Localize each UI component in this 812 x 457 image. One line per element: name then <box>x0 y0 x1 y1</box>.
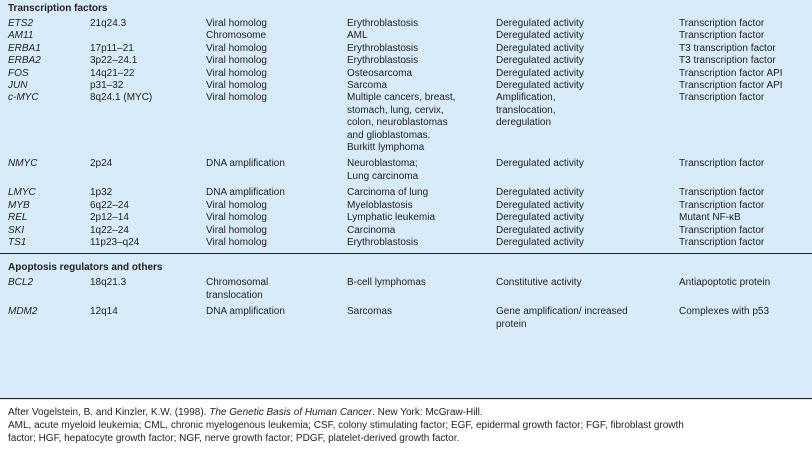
protein-function: Transcription factor <box>679 224 765 236</box>
chromosome-locus: 12q14 <box>90 306 118 318</box>
activation-mode: Viral homolog <box>206 199 267 211</box>
section-title-transcription-factors: Transcription factors <box>8 3 108 14</box>
protein-function: Transcription factor <box>679 158 765 170</box>
table-row <box>0 80 812 92</box>
chromosome-locus: 6q22–24 <box>90 199 129 211</box>
mechanism: Deregulated activity <box>496 55 584 67</box>
abbreviations-line-1: AML, acute myeloid leukemia; CML, chronic myelogenous leukemia; CSF, colony stimulating factor; EGF, epidermal growth factor; FGF, fibroblast growth <box>8 420 684 431</box>
chromosome-locus: 2p12–14 <box>90 212 129 224</box>
table-row <box>0 200 812 212</box>
activation-mode: Viral homolog <box>206 224 267 236</box>
tumor-type: Lymphatic leukemia <box>347 212 436 224</box>
chromosome-locus: 2p24 <box>90 158 113 170</box>
table-row <box>0 55 812 67</box>
table-row <box>0 68 812 80</box>
source-citation: After Vogelstein, B. and Kinzler, K.W. (1998). The Genetic Basis of Human Cancer. New York: McGraw-Hill. <box>8 407 483 418</box>
gene-symbol: MDM2 <box>8 306 38 318</box>
chromosome-locus <box>90 30 206 42</box>
chromosome-locus: p31–32 <box>90 80 124 92</box>
table-bottom-rule <box>0 398 812 399</box>
protein-function: Transcription factor API <box>679 67 783 79</box>
chromosome-locus: 18q21.3 <box>90 277 127 289</box>
tumor-type: Sarcomas <box>347 306 393 318</box>
tumor-type: Carcinoma of lung <box>347 187 429 199</box>
tumor-type: Osteosarcoma <box>347 67 413 79</box>
activation-mode: Chromosomal translocation <box>206 277 269 301</box>
gene-symbol: LMYC <box>8 187 36 199</box>
activation-mode: Viral homolog <box>206 67 267 79</box>
section-title-apoptosis-regulators: Apoptosis regulators and others <box>8 262 163 274</box>
protein-function: Transcription factor <box>679 92 765 104</box>
tumor-type: Neuroblastoma; Lung carcinoma <box>347 158 419 182</box>
protein-function: Transcription factor <box>679 236 765 248</box>
table-row <box>0 306 812 331</box>
protein-function: Mutant NF-κB <box>679 212 741 224</box>
chromosome-locus: 1p32 <box>90 187 113 199</box>
table-row <box>0 237 812 249</box>
activation-mode: Viral homolog <box>206 80 267 92</box>
tumor-type: Erythroblastosis <box>347 18 419 29</box>
tumor-type: Carcinoma <box>347 224 396 236</box>
tumor-type: Erythroblastosis <box>347 236 419 248</box>
tumor-type: Myeloblastosis <box>347 199 413 211</box>
table-row <box>0 225 812 237</box>
gene-symbol: c-MYC <box>8 92 39 104</box>
activation-mode: Viral homolog <box>206 42 267 54</box>
mechanism: Deregulated activity <box>496 236 584 248</box>
mechanism: Deregulated activity <box>496 80 584 92</box>
tumor-type: Erythroblastosis <box>347 55 419 67</box>
table-row <box>0 187 812 199</box>
gene-symbol: MYB <box>8 199 30 211</box>
abbreviations-line-2: factor; HGF, hepatocyte growth factor; NGF, nerve growth factor; PDGF, platelet-derived growth factor. <box>8 433 460 444</box>
table-row <box>0 158 812 183</box>
tumor-type: Sarcoma <box>347 80 388 92</box>
tumor-type: B-cell lymphomas <box>347 277 426 289</box>
protein-function: Transcription factor <box>679 30 765 42</box>
chromosome-locus: 14q21–22 <box>90 67 135 79</box>
mechanism: Deregulated activity <box>496 18 584 29</box>
mechanism: Deregulated activity <box>496 224 584 236</box>
table-row <box>0 92 812 154</box>
activation-mode: Viral homolog <box>206 212 267 224</box>
mechanism: Deregulated activity <box>496 42 584 54</box>
activation-mode: DNA amplification <box>206 187 285 199</box>
gene-symbol: JUN <box>8 80 28 92</box>
chromosome-locus: 11p23–q24 <box>90 236 140 248</box>
gene-symbol: FOS <box>8 67 29 79</box>
gene-symbol: AM11 <box>8 30 34 42</box>
mechanism: Constitutive activity <box>496 277 582 289</box>
gene-symbol: ETS2 <box>8 18 34 29</box>
gene-symbol: BCL2 <box>8 277 34 289</box>
gene-symbol: REL <box>8 212 28 224</box>
protein-function: Transcription factor <box>679 199 765 211</box>
gene-symbol: ERBA2 <box>8 55 41 67</box>
mechanism: Deregulated activity <box>496 158 584 170</box>
chromosome-locus: 21q24.3 <box>90 18 127 29</box>
mechanism: Gene amplification/ increased protein <box>496 306 628 330</box>
table-row <box>0 30 812 42</box>
table-row <box>0 43 812 55</box>
mechanism: Amplification, translocation, deregulation <box>496 92 556 129</box>
activation-mode: DNA amplification <box>206 158 285 170</box>
protein-function: T3 transcription factor <box>679 42 776 54</box>
gene-symbol: ERBA1 <box>8 42 41 54</box>
table-row <box>0 18 812 30</box>
activation-mode: Viral homolog <box>206 55 267 67</box>
table-row <box>0 277 812 302</box>
activation-mode: Viral homolog <box>206 236 267 248</box>
mechanism: Deregulated activity <box>496 30 584 42</box>
protein-function: Complexes with p53 <box>679 306 770 318</box>
chromosome-locus: 8q24.1 (MYC) <box>90 92 153 104</box>
activation-mode: Viral homolog <box>206 18 267 29</box>
source-book-title: The Genetic Basis of Human Cancer <box>209 407 373 418</box>
protein-function: Transcription factor <box>679 187 765 199</box>
activation-mode: DNA amplification <box>206 306 285 318</box>
activation-mode: Viral homolog <box>206 92 267 104</box>
protein-function: Antiapoptotic protein <box>679 277 771 289</box>
mechanism: Deregulated activity <box>496 187 584 199</box>
gene-symbol: NMYC <box>8 158 38 170</box>
chromosome-locus: 3p22–24.1 <box>90 55 138 67</box>
chromosome-locus: 17p11–21 <box>90 42 134 54</box>
activation-mode: Chromosome <box>206 30 267 42</box>
mechanism: Deregulated activity <box>496 199 584 211</box>
gene-symbol: SKI <box>8 224 25 236</box>
protein-function: Transcription factor <box>679 18 765 29</box>
gene-symbol: TS1 <box>8 236 27 248</box>
chromosome-locus: 1q22–24 <box>90 224 129 236</box>
protein-function: T3 transcription factor <box>679 55 776 67</box>
tumor-type: Erythroblastosis <box>347 42 419 54</box>
mechanism: Deregulated activity <box>496 212 584 224</box>
row-spacer <box>0 331 812 335</box>
tumor-type: Multiple cancers, breast, stomach, lung, cervix, colon, neuroblastomas and glioblastomas. Burkitt lymphoma <box>347 92 456 154</box>
mechanism: Deregulated activity <box>496 67 584 79</box>
protein-function: Transcription factor API <box>679 80 783 92</box>
tumor-type: AML <box>347 30 368 42</box>
table-row <box>0 212 812 224</box>
table-footnotes <box>0 400 812 445</box>
